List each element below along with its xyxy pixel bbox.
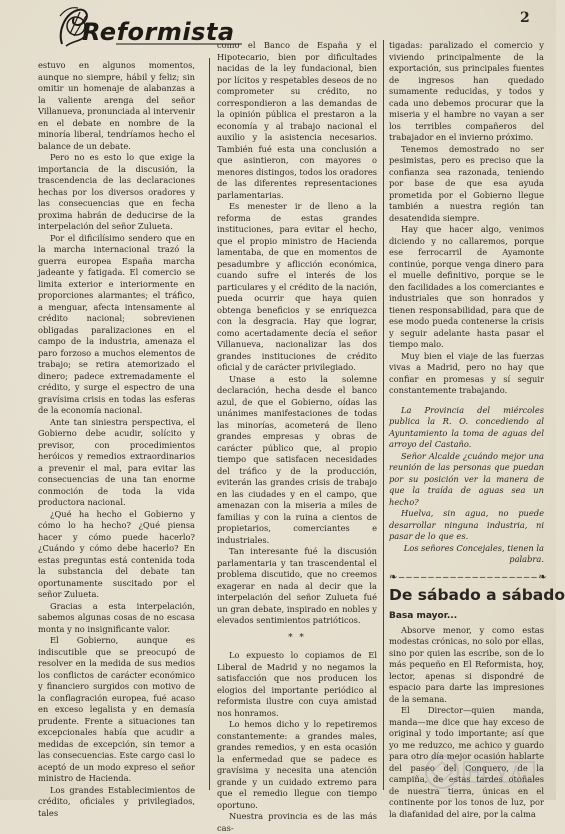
paragraph: Huelva, sin agua, no puede desarrollar ninguna industria, ni pasar de lo que es.: [389, 508, 544, 541]
section-separator: * *: [288, 632, 306, 643]
paragraph: Unase a esto la solemne declaración, hecha desde el banco azul, de que el Gobierno, oídas las unánimes manifestaciones de todas las minorías, acometerá de lleno grandes empresas y obras de carácter público que, al propio tiempo que satisfacen necesidades del tráfico y de la producción, eviterán las grandes crisis de trabajo en las ciudades y en el campo, que amenazan con la miseria a miles de familias y con la ruina a cientos de propietarios, comerciantes e industriales.: [217, 373, 377, 545]
paragraph: Los señores Concejales, tienen la palabra.: [403, 542, 544, 564]
paragraph: El Director—quien manda, manda—me dice que hay exceso de original y todo importante; así que yo me reduzco, me achico y guardo para otro día mejor ocasión hablarte del paseo del Conquero, de la campiña, de estas tardes otoñales de nuestra tierra, únicas en el continente por los tonos de luz, por la diafanidad del aire, por la calma: [389, 705, 544, 819]
water-notice: [389, 405, 544, 566]
paragraph: Ante tan siniestra perspectiva, el Gobierno debe acudir, solícito y previsor, con procedimientos heróicos y remedios extraordinarios a prevenir el mal, para evitar las consecuencias de una tan enorme conmoción de toda la vida productora nacional.: [38, 416, 195, 507]
column-divider: [383, 40, 384, 790]
paragraph: Es menester ir de lleno a la reforma de estas grandes instituciones, para evitar el hecho, que el propio ministro de Hacienda lamentaba, de que en momentos de pesadumbre y aflicción económica, cuando sufre el interés de los particulares y el crédito de la nación, pueda ocurrir que haya quien obtenga beneficios y se enriquezca con la desgracia. Hay que lograr, como acertadamente decía el señor Villanueva, nacionalizar las dos grandes instituciones de crédito oficial y de carácter privilegiado.: [217, 201, 377, 372]
library-watermark-icon: [420, 752, 540, 792]
paragraph: Absorve menor, y como estas modestas crónicas, no solo por ellas, sino por quien las escribe, son de lo más pequeño en El Reformista, hoy, lector, apenas si dispondré de espacio para darte las impresiones de la semana.: [389, 624, 544, 704]
masthead-title: Reformista: [82, 18, 235, 46]
sub-heading: Basa mayor...: [389, 611, 458, 621]
paragraph: Tenemos demostrado no ser pesimistas, pero es preciso que la confianza sea razonada, teniendo por base de que esa ayuda prometida por el Gobierno llegue también a nuestra región tan desatendida siempre.: [389, 143, 544, 223]
paragraph: Tan interesante fué la discusión parlamentaria y tan trascendental el problema discutido, que no creemos exagerar en nada al decir que la interpelación del señor Zulueta fué un gran debate, inspirado en nobles y elevados sentimientos patrióticos.: [217, 546, 377, 625]
article-column-3: [389, 40, 565, 819]
paragraph: Lo hemos dicho y lo repetiremos constantemente: a grandes males, grandes remedios, y en esta ocasión la enfermedad que se padece es gravísima y necesita una atención grande y un cuidado extremo para que el remedio llegue con tiempo oportuno.: [217, 719, 377, 810]
paragraph: Pero no es esto lo que exige la importancia de la discusión, la trascendencia de las declaraciones hechas por los diversos oradores y las consecuencias que en fecha proxima habrán de deducirse de la interpelación del señor Zulueta.: [38, 152, 195, 231]
paragraph: Gracias a esta interpelación, sabemos algunas cosas de no escasa monta y no insignificante valor.: [38, 600, 195, 634]
article-column-2: [217, 40, 377, 833]
paragraph: estuvo en algunos momentos, aunque no siempre, hábil y feliz; sin omitir un homenaje de alabanzas a la valiente arenga del señor Villanueva, pronunciada al intervenir en el debate en nombre de la minoría liberal, tendríamos hecho el balance de un debate.: [38, 60, 195, 151]
paragraph: como el Banco de España y el Hipotecario, bien por dificultades nacidas de la ley fundacional, bien por lícitos y respetables deseos de no comprometer su crédito, no correspondieron a las demandas de la opinión pública el prestaron a la economía y al trabajo nacional el auxilio y la asistencia necesarios. También fué esta una conclusión a que asintieron, con mayores o menores distingos, todos los oradores de las diferentes representaciones parlamentarias.: [217, 40, 377, 200]
article-column-1: [38, 60, 195, 818]
paragraph: tigadas: paralizado el comercio y viviendo principalmente de la exportación, sus principales fuentes de ingresos han quedado sumamente reducidas, y todos y cada uno debemos procurar que la miseria y el hambre no vayan a ser los terribles compañeros del trabajador en el invierno próximo.: [389, 40, 544, 142]
paragraph: ¿Qué ha hecho el Gobierno y cómo lo ha hecho? ¿Qué piensa hacer y cómo puede hacerlo? ¿Cuándo y cómo debe hacerlo? En estas preguntas está contenida toda la substancia del debate tan oportunamente suscitado por el señor Zulueta.: [38, 508, 195, 599]
section-heading: De sábado a sábado: [389, 586, 565, 604]
page-number: 2: [520, 10, 530, 26]
paragraph: Muy bien el viaje de las fuerzas vivas a Madrid, pero no hay que confiar en promesas y sí seguir constantemente trabajando.: [389, 350, 544, 395]
column-divider: [209, 58, 210, 790]
paragraph: La Provincia del miércoles publica la R. O. concediendo al Ayuntamiento la toma de aguas del arroyo del Castaño.: [389, 404, 544, 449]
paragraph: Lo expuesto lo copiamos de El Liberal de Madrid y no negamos la satisfacción que nos producen los elogios del importante periódico al reformista ilustre con cuya amistad nos honramos.: [217, 650, 377, 718]
paragraph: Hay que hacer algo, venimos diciendo y no callaremos, porque ese ferrocarril de Ayamonte continúe, porque venga dinero para el muelle definitivo, porque se le den facilidades a los comerciantes e industriales que son honrados y tienen responsabilidad, para que de ese modo pueda contenerse la crisis y seguir adelante hasta pasar el tiempo malo.: [389, 224, 544, 349]
paragraph: Nuestra provincia es de las más cas-: [217, 811, 377, 833]
paragraph: Los grandes Establecimientos de crédito, oficiales y privilegiados, tales: [38, 784, 195, 818]
paragraph: Señor Alcalde ¿cuándo mejor una reunión de las personas que puedan por su posición ver la manera de que la traída de aguas sea un hecho?: [389, 450, 544, 507]
ornamental-rule-icon: ❧‒‒‒‒‒‒‒‒‒‒‒‒‒‒‒‒‒‒‒❧: [389, 571, 548, 583]
paragraph: El Gobierno, aunque es indiscutible que se preocupó de resolver en la medida de sus medios los conflictos de carácter económico y financiero surgidos con motivo de la conflagración europea, fué acaso en exceso legalista y en demasía prudente. Frente a situaciones tan excepcionales había que acudir a medidas de excepción, sin temor a las consecuencias. Este cargo casi lo aceptó de un modo expreso el señor ministro de Hacienda.: [38, 635, 195, 783]
paragraph: Por el dificilísimo sendero que en la marcha internacional trazó la guerra europea España marcha jadeante y fatigada. El comercio se limita exterior e interiormente en proporciones alarmantes; el tráfico, a menguar, afecta intensamente al crédito nacional; sobrevienen obligadas paralizaciones en el campo de la industria, amenaza el paro forzoso a muchos elementos de trabajo; se retira atemorizado el dinero; padece extremadamente el crédito, y surge el espectro de una gravísima crisis en todas las esferas de la economía nacional.: [38, 232, 195, 415]
